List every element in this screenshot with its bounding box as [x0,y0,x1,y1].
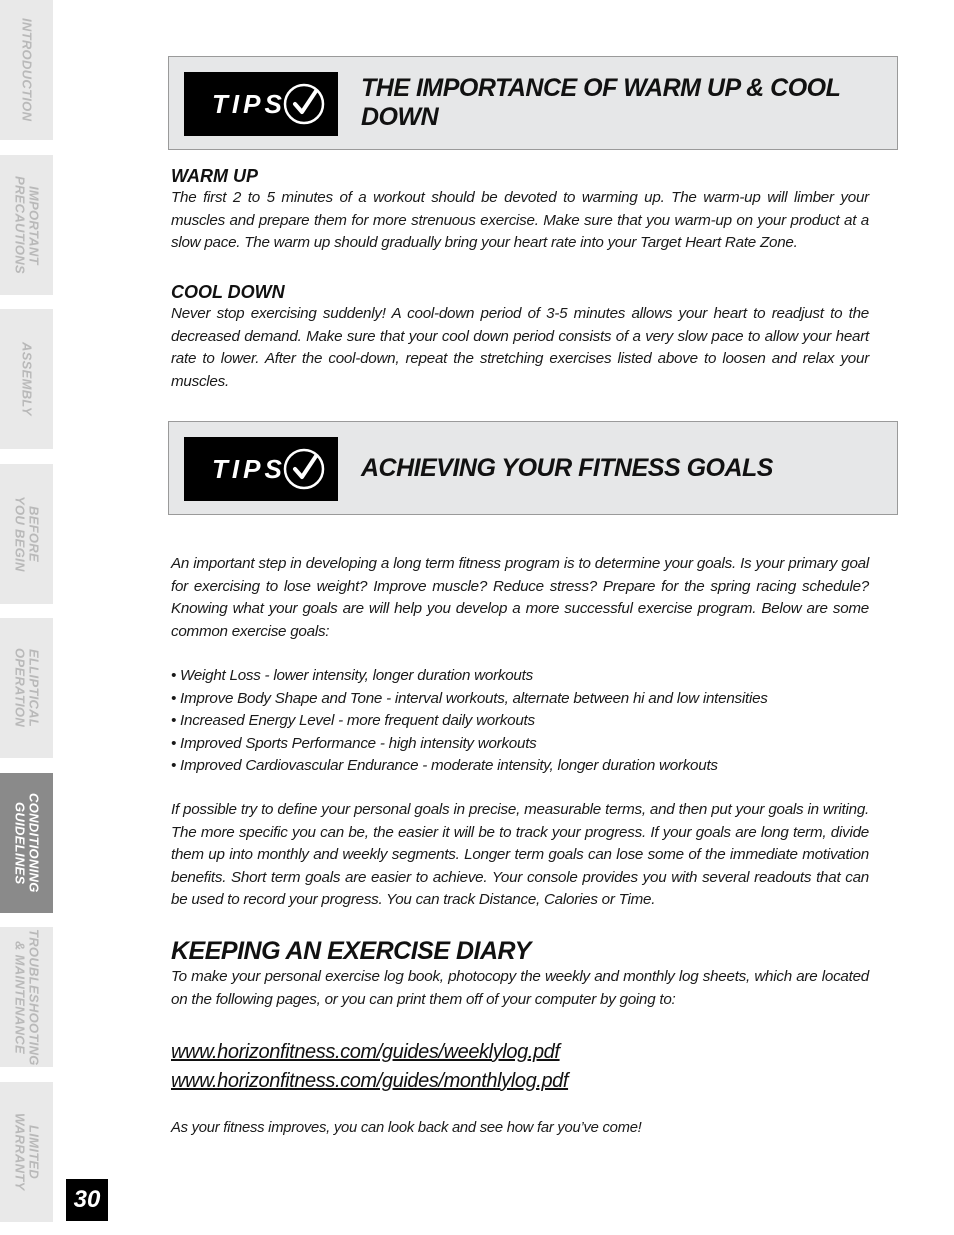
tips-badge [184,437,338,501]
tips-title: ACHIEVING YOUR FITNESS GOALS [361,453,773,482]
tips-box-warmup [168,56,898,150]
list-item: • Improve Body Shape and Tone - interval workouts, alternate between hi and low intensities [171,689,768,707]
side-tab-introduction[interactable] [0,0,53,140]
list-item: • Improved Sports Performance - high intensity workouts [171,734,537,752]
side-tab-label: TROUBLESHOOTING & MAINTENANCE [12,928,42,1066]
side-tab-assembly[interactable] [0,309,53,449]
list-item: • Weight Loss - lower intensity, longer duration workouts [171,667,533,684]
side-tab-label: INTRODUCTION [19,18,35,122]
goals-intro-section [171,553,869,643]
diary-links [171,1038,869,1096]
cooldown-text: Never stop exercising suddenly! A cool-down period of 3-5 minutes allows your heart to readjust to the decreased demand. Make sure that your cool down period consists of a very slow pace to allow your heart rate to lower. After the cool-down, repeat the stretching exercises listed above to loosen and relax your muscles. [171,305,869,390]
goals-list-section [171,665,869,778]
side-tab-limited-warranty[interactable] [0,1082,53,1222]
side-tab-label: ELLIPTICAL OPERATION [12,648,42,728]
cooldown-heading: COOL DOWN [171,282,285,302]
page-number: 30 [66,1179,108,1221]
side-tab-label: CONDITIONING GUIDELINES [12,793,42,893]
list-item: • Improved Cardiovascular Endurance - moderate intensity, longer duration workouts [171,757,718,774]
warmup-heading: WARM UP [171,166,258,186]
tips-label: TIPS [212,88,286,119]
weekly-log-link[interactable]: www.horizonfitness.com/guides/weeklylog.pdf [171,1041,560,1063]
diary-text: To make your personal exercise log book, photocopy the weekly and monthly log sheets, which are located on the following pages, or you can print them off of your computer by going to: [171,968,869,1008]
side-tab-elliptical-operation[interactable] [0,618,53,758]
diary-section [171,937,869,1011]
goals-list [171,665,869,778]
warmup-section [171,166,869,255]
side-tab-label: IMPORTANT PRECAUTIONS [12,176,42,274]
monthly-log-link[interactable]: www.horizonfitness.com/guides/monthlylog.pdf [171,1070,569,1092]
diary-footer-section [171,1117,869,1140]
tips-label: TIPS [212,453,286,484]
goals-intro-text: An important step in developing a long term fitness program is to determine your goals. Is your primary goal for exercising to lose weight? Improve muscle? Reduce stress? Prepare for the spring racing schedule? Knowing what your goals are will help you develop a more successful exercise program. Below are some common exercise goals: [171,555,869,640]
goals-closing-text: If possible try to define your personal goals in precise, measurable terms, and then put your goals in writing. The more specific you can be, the easier it will be to track your progress. If your goals are long term, divide them up into monthly and weekly segments. Longer term goals can lose some of the immediate motivation benefits. Short term goals are easier to achieve. Your console provides you with several readouts that can be used to record your progress. You can track Distance, Calories or Time. [171,801,869,908]
diary-footer-text: As your fitness improves, you can look back and see how far you’ve come! [171,1120,642,1136]
diary-heading: KEEPING AN EXERCISE DIARY [171,937,531,965]
side-tab-label: BEFORE YOU BEGIN [12,496,42,572]
side-tab-label: ASSEMBLY [19,342,35,416]
cooldown-section [171,282,869,393]
checkmark-circle-icon [282,447,326,491]
tips-badge [184,72,338,136]
warmup-text: The first 2 to 5 minutes of a workout should be devoted to warming up. The warm-up will limber your muscles and prepare them for more strenuous exercise. Make sure that you warm-up on your product at a slow pace. The warm up should gradually bring your heart rate into your Target Heart Rate Zone. [171,189,869,251]
side-tab-label: LIMITED WARRANTY [12,1113,42,1191]
side-tab-before-you-begin[interactable] [0,464,53,604]
goals-closing-section [171,799,869,912]
tips-title: THE IMPORTANCE OF WARM UP & COOL DOWN [361,74,840,131]
checkmark-circle-icon [282,82,326,126]
tips-box-goals [168,421,898,515]
side-tab-conditioning-guidelines[interactable] [0,773,53,913]
side-tab-troubleshooting-maintenance[interactable] [0,927,53,1067]
side-tab-important-precautions[interactable] [0,155,53,295]
list-item: • Increased Energy Level - more frequent daily workouts [171,712,535,729]
